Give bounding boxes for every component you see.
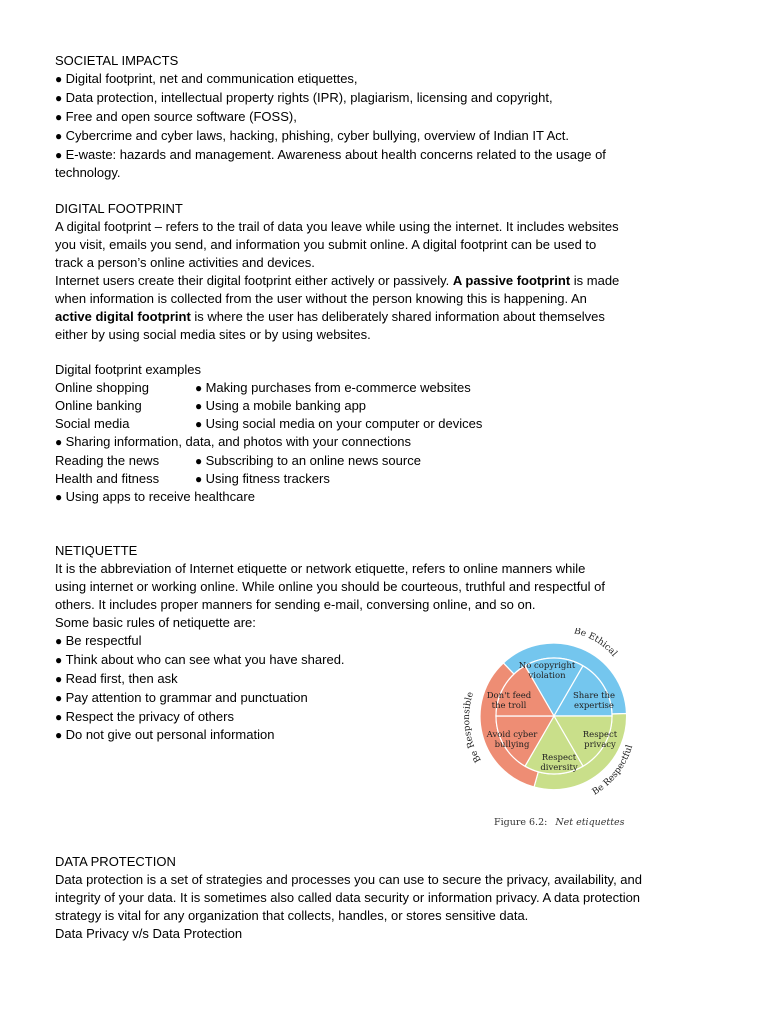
list-item: ● Data protection, intellectual property rights (IPR), plagiarism, licensing and copyright, [55, 89, 715, 108]
label-privacy-1: Respect [582, 730, 618, 740]
label-no-copyright-1: No copyright [518, 661, 576, 671]
rule-item: ● Think about who can see what you have shared. [55, 651, 715, 670]
paragraph-line: Data Privacy v/s Data Protection [55, 925, 243, 941]
list-item: ● Free and open source software (FOSS), [55, 108, 715, 127]
section-heading-digital-footprint: DIGITAL FOOTPRINT [55, 201, 183, 217]
example-label: Online banking [55, 398, 142, 414]
section-heading-netiquette: NETIQUETTE [55, 543, 138, 559]
section-heading-data-protection: DATA PROTECTION [55, 854, 176, 869]
label-share-2: expertise [574, 701, 614, 711]
net-etiquettes-figure [458, 628, 648, 828]
paragraph-line: either by using social media sites or by using websites. [55, 326, 371, 342]
label-no-copyright-2: violation [528, 671, 566, 681]
example-row [55, 397, 715, 415]
paragraph-line [55, 272, 715, 290]
example-text: ● Using social media on your computer or devices [195, 415, 482, 433]
list-item: ● E-waste: hazards and management. Awareness about health concerns related to the usage of [55, 146, 715, 165]
figure-caption [494, 814, 625, 832]
list-item: ● Digital footprint, net and communication etiquettes, [55, 70, 715, 89]
data-protection-section [55, 853, 715, 943]
example-text: ● Using fitness trackers [195, 470, 330, 488]
example-text: ● Using a mobile banking app [195, 397, 366, 415]
label-bully-1: Avoid cyber [486, 730, 538, 740]
rule-item: ● Pay attention to grammar and punctuation [55, 689, 715, 708]
bold-term-active: active digital footprint [55, 308, 191, 324]
list-item: ● Cybercrime and cyber laws, hacking, phishing, cyber bullying, overview of Indian IT Act. [55, 127, 715, 146]
paragraph-line: using internet or working online. While online you should be courteous, truthful and respectful of [55, 579, 605, 595]
text-run: is made [570, 272, 620, 288]
label-privacy-2: privacy [584, 740, 616, 750]
bold-term-passive: A passive footprint [452, 272, 571, 288]
example-label: Online shopping [55, 380, 149, 396]
example-full-line: ● Using apps to receive healthcare [55, 488, 715, 507]
paragraph-line: It is the abbreviation of Internet etiquette or network etiquette, refers to online manners while [55, 561, 586, 577]
figure-title: Net etiquettes [555, 817, 625, 828]
rule-item: ● Respect the privacy of others [55, 708, 715, 727]
text-run: Internet users create their digital footprint either actively or passively. [55, 272, 453, 288]
paragraph-line: integrity of your data. It is sometimes also called data security or information privacy. A data protection [55, 889, 641, 905]
example-full-line: ● Sharing information, data, and photos with your connections [55, 433, 715, 452]
paragraph-line [55, 308, 715, 326]
list-item-continuation: technology. [55, 165, 121, 181]
paragraph-line: A digital footprint – refers to the trail of data you leave while using the internet. It includes websites [55, 219, 619, 235]
paragraph-line: strategy is vital for any organization that collects, handles, or stores sensitive data. [55, 907, 529, 923]
ring-label-ethical: Be Ethical [572, 628, 619, 659]
example-label: Social media [55, 416, 130, 432]
example-row [55, 452, 715, 470]
label-diversity-2: diversity [540, 763, 578, 773]
example-text: ● Subscribing to an online news source [195, 452, 421, 470]
paragraph-line: Data protection is a set of strategies and processes you can use to secure the privacy, availability, and [55, 871, 642, 887]
paragraph-line: others. It includes proper manners for sending e-mail, conversing online, and so on. [55, 597, 536, 613]
ring-label-respectful: Be Respectful [590, 743, 636, 798]
net-etiquettes-wheel [458, 628, 648, 818]
example-row [55, 415, 715, 433]
paragraph-line: you visit, emails you send, and information you submit online. A digital footprint can be used to [55, 237, 597, 253]
label-troll-2: the troll [491, 701, 527, 711]
paragraph-line: when information is collected from the user without the person knowing this is happening. An [55, 290, 587, 306]
example-text: ● Making purchases from e-commerce websites [195, 379, 471, 397]
label-troll-1: Don't feed [486, 691, 532, 701]
rule-item: ● Be respectful [55, 632, 715, 651]
rule-item: ● Do not give out personal information [55, 726, 715, 745]
example-label: Reading the news [55, 452, 160, 468]
rule-item: ● Read first, then ask [55, 670, 715, 689]
label-share-1: Share the [572, 691, 616, 701]
label-bully-2: bullying [494, 740, 530, 750]
section-heading-societal-impacts: SOCIETAL IMPACTS [55, 53, 179, 68]
example-row [55, 379, 715, 397]
text-run: is where the user has deliberately shared information about themselves [190, 308, 605, 324]
example-label: Health and fitness [55, 470, 160, 486]
examples-heading: Digital footprint examples [55, 362, 201, 378]
ring-label-responsible: Be Responsible [462, 690, 484, 764]
paragraph-line: Some basic rules of netiquette are: [55, 614, 256, 630]
paragraph-line: track a person’s online activities and devices. [55, 254, 315, 270]
figure-number: Figure 6.2: [494, 817, 548, 828]
example-row [55, 470, 715, 488]
label-diversity-1: Respect [541, 753, 577, 763]
